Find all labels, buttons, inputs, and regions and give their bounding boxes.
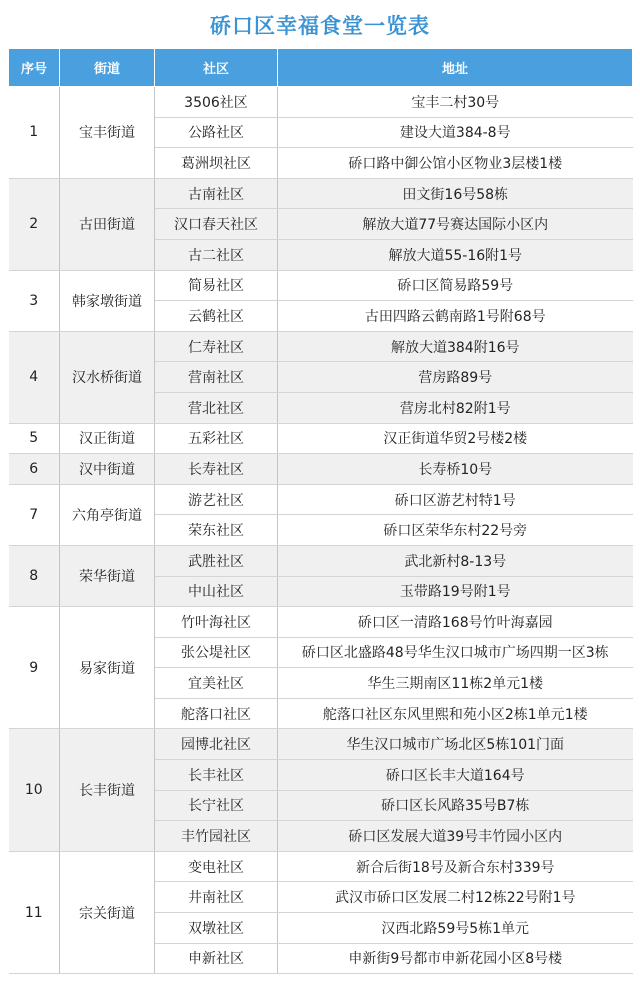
canteen-address: 华生三期南区11栋2单元1楼 [278,668,633,699]
table-row [9,729,633,760]
community-name: 五彩社区 [155,423,278,454]
canteen-address: 硚口区一清路168号竹叶海嘉园 [278,607,633,638]
street-name: 长丰街道 [60,729,155,851]
community-name: 长宁社区 [155,790,278,821]
community-name: 竹叶海社区 [155,607,278,638]
community-name: 丰竹园社区 [155,821,278,852]
canteen-address: 汉正街道华贸2号楼2楼 [278,423,633,454]
canteen-address: 古田四路云鹤南路1号附68号 [278,301,633,332]
street-name: 六角亭街道 [60,484,155,545]
canteen-address: 宝丰二村30号 [278,87,633,118]
canteen-address: 华生汉口城市广场北区5栋101门面 [278,729,633,760]
canteen-address: 申新街9号都市申新花园小区8号楼 [278,943,633,974]
canteen-address: 玉带路19号附1号 [278,576,633,607]
group-number: 8 [9,545,60,606]
header-address: 地址 [278,49,633,87]
canteen-address: 硚口区北盛路48号华生汉口城市广场四期一区3栋 [278,637,633,668]
page-title: 硚口区幸福食堂一览表 [210,14,430,38]
community-name: 营北社区 [155,392,278,423]
community-name: 双墩社区 [155,913,278,944]
table-row [9,331,633,362]
group-number: 1 [9,87,60,179]
street-name: 汉正街道 [60,423,155,454]
canteen-address: 长寿桥10号 [278,454,633,485]
community-name: 舵落口社区 [155,698,278,729]
table-row [9,484,633,515]
community-name: 中山社区 [155,576,278,607]
header-row [9,49,633,87]
street-name: 古田街道 [60,178,155,270]
community-name: 公路社区 [155,117,278,148]
street-name: 汉中街道 [60,454,155,485]
community-name: 古南社区 [155,178,278,209]
canteen-address: 硚口区简易路59号 [278,270,633,301]
canteen-address: 解放大道77号赛达国际小区内 [278,209,633,240]
street-name: 荣华街道 [60,545,155,606]
group-number: 10 [9,729,60,851]
table-row [9,178,633,209]
community-name: 武胜社区 [155,545,278,576]
header-community: 社区 [155,49,278,87]
canteen-address: 武北新村8-13号 [278,545,633,576]
canteen-address: 汉西北路59号5栋1单元 [278,913,633,944]
canteen-address: 硚口区荣华东村22号旁 [278,515,633,546]
community-name: 古二社区 [155,239,278,270]
canteen-address: 舵落口社区东风里熙和苑小区2栋1单元1楼 [278,698,633,729]
group-number: 6 [9,454,60,485]
community-name: 申新社区 [155,943,278,974]
community-name: 园博北社区 [155,729,278,760]
canteen-address: 硚口区发展大道39号丰竹园小区内 [278,821,633,852]
canteen-address: 营房路89号 [278,362,633,393]
community-name: 葛洲坝社区 [155,148,278,179]
table-row [9,607,633,638]
table-row [9,423,633,454]
street-name: 韩家墩街道 [60,270,155,331]
community-name: 张公堤社区 [155,637,278,668]
canteen-address: 解放大道384附16号 [278,331,633,362]
canteen-address: 硚口区长风路35号B7栋 [278,790,633,821]
community-name: 简易社区 [155,270,278,301]
group-number: 4 [9,331,60,423]
table-row [9,270,633,301]
street-name: 宝丰街道 [60,87,155,179]
table-row [9,87,633,118]
canteen-address: 武汉市硚口区发展二村12栋22号附1号 [278,882,633,913]
community-name: 云鹤社区 [155,301,278,332]
group-number: 9 [9,607,60,729]
table-row [9,454,633,485]
community-name: 长寿社区 [155,454,278,485]
group-number: 3 [9,270,60,331]
canteen-address: 营房北村82附1号 [278,392,633,423]
canteen-address: 解放大道55-16附1号 [278,239,633,270]
community-name: 3506社区 [155,87,278,118]
canteen-address: 建设大道384-8号 [278,117,633,148]
table-row [9,851,633,882]
canteen-address: 硚口区长丰大道164号 [278,760,633,791]
group-number: 2 [9,178,60,270]
group-number: 7 [9,484,60,545]
header-street: 街道 [60,49,155,87]
community-name: 荣东社区 [155,515,278,546]
community-name: 汉口春天社区 [155,209,278,240]
community-name: 仁寿社区 [155,331,278,362]
street-name: 易家街道 [60,607,155,729]
canteen-address: 硚口路中御公馆小区物业3层楼1楼 [278,148,633,179]
group-number: 5 [9,423,60,454]
community-name: 井南社区 [155,882,278,913]
community-name: 宜美社区 [155,668,278,699]
canteen-address: 新合后街18号及新合东村339号 [278,851,633,882]
community-name: 变电社区 [155,851,278,882]
canteen-address: 田文街16号58栋 [278,178,633,209]
canteen-table [8,48,633,974]
header-no: 序号 [9,49,60,87]
canteen-address: 硚口区游艺村特1号 [278,484,633,515]
group-number: 11 [9,851,60,973]
community-name: 游艺社区 [155,484,278,515]
community-name: 长丰社区 [155,760,278,791]
street-name: 宗关街道 [60,851,155,973]
street-name: 汉水桥街道 [60,331,155,423]
table-row [9,545,633,576]
community-name: 营南社区 [155,362,278,393]
